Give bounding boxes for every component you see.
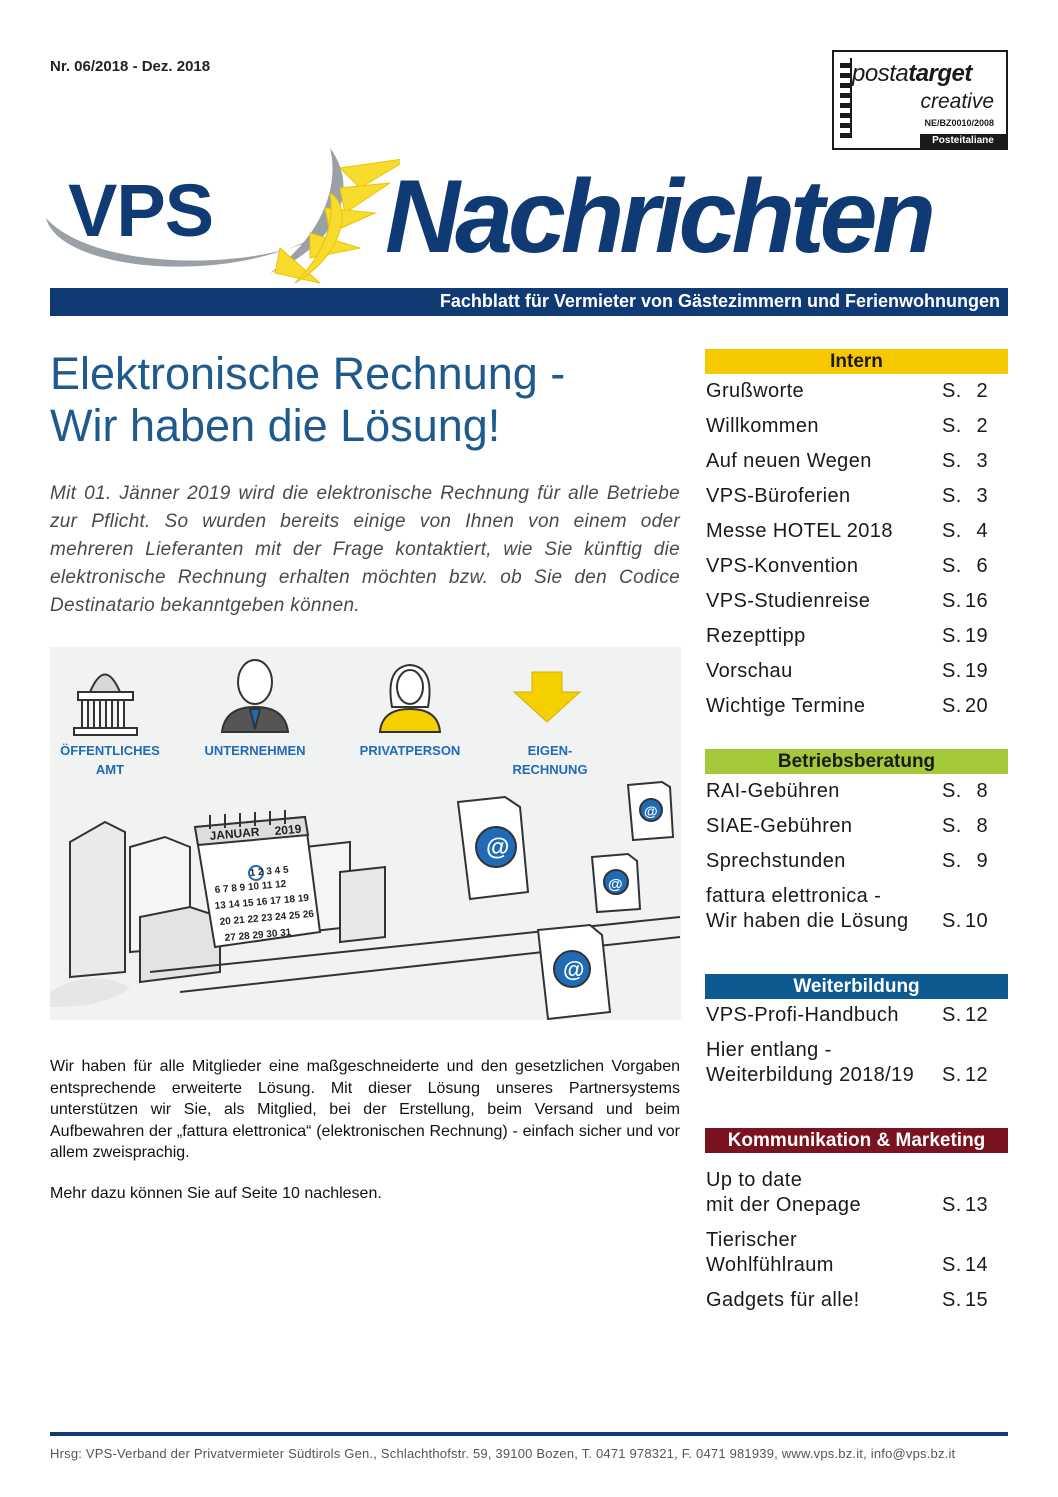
invoice-at-icon-4 [538,925,610,1019]
label-public-office-line-1: ÖFFENTLICHES [60,743,160,758]
label-public-office [50,741,170,779]
invoice-at-icon-2 [628,782,673,840]
toc-heading-weiterbildung: Weiterbildung [705,974,1008,999]
issue-number: Nr. 06/2018 - Dez. 2018 [50,58,211,75]
down-arrow-icon [514,672,580,722]
label-own-invoice-line-1: EIGEN- [527,743,573,758]
stamp-perforation [840,58,852,138]
calendar-row-5: 27 28 29 30 31 [224,927,292,944]
article-more-link: Mehr dazu können Sie auf Seite 10 nachlesen. [50,1185,382,1202]
e-invoice-illustration [50,647,681,1020]
masthead-title: Nachrichten [385,159,932,275]
svg-text:@: @ [608,876,623,893]
label-public-office-line-2: AMT [95,762,125,777]
toc-heading-intern: Intern [705,349,1008,374]
invoice-at-icon-3 [592,854,640,912]
private-person-icon [380,665,440,732]
label-own-invoice-line-2: RECHNUNG [512,762,588,777]
stamp-creative: creative [920,90,994,113]
vps-logo-text: VPS [68,169,214,252]
calendar-row-4: 20 21 22 23 24 25 26 [219,908,315,928]
postage-stamp [832,50,1008,150]
stamp-brand: postatarget [852,60,972,87]
label-own-invoice [490,741,610,779]
stamp-code: NE/BZ0010/2008 [924,118,994,128]
article-lead: Mit 01. Jänner 2019 wird die elektronische Rechnung für alle Betriebe zur Pflicht. So wurden bereits einige von Ihnen von einem oder mehreren Lieferanten mit der Frage kontaktiert, wie Sie künftig die elektronische Rechnung erhalten möchten bzw. ob Sie den Codice Destinatario bekanntgeben können. [50,483,680,616]
article-headline [50,348,690,452]
businessman-icon [222,660,288,732]
svg-text:@: @ [644,803,658,819]
calendar-year: 2019 [274,821,302,838]
government-building-icon [74,675,137,736]
svg-text:@: @ [563,957,585,982]
footer-imprint: Hrsg: VPS-Verband der Privatvermieter Südtirols Gen., Schlachthofstr. 59, 39100 Bozen, T. 0471 978321, F. 0471 981939, www.vps.bz.it, info@vps.bz.it [50,1446,956,1461]
calendar-row-2: 6 7 8 9 10 11 12 [214,878,287,896]
invoice-at-icon-1 [458,797,528,899]
headline-line-2: Wir haben die Lösung! [50,400,501,451]
toc-heading-kommunikation: Kommunikation & Marketing [705,1128,1008,1153]
article-body: Wir haben für alle Mitglieder eine maßgeschneiderte und den gesetzlichen Vorgaben entsprechende erweiterte Lösung. Mit dieser Lösung unseres Partnersystems unterstützen wir Sie, als Mitglied, bei der Erstellung, beim Versand und beim Aufbewahren der „fattura elettronica“ (elektronischen Rechnung) - einfach sicher und vor allem zweisprachig. [50,1058,680,1161]
toc-heading-betriebsberatung: Betriebsberatung [705,749,1008,774]
calendar-row-1: 1 2 3 4 5 [249,864,290,879]
label-private-person: PRIVATPERSON [359,743,461,758]
footer-rule [50,1432,1008,1436]
label-company: UNTERNEHMEN [204,743,306,758]
stamp-poste: Posteitaliane [920,134,1006,148]
calendar-row-3: 13 14 15 16 17 18 19 [214,892,310,912]
svg-text:@: @ [486,834,510,861]
tagline: Fachblatt für Vermieter von Gästezimmern und Ferienwohnungen [439,291,1000,311]
headline-line-1: Elektronische Rechnung - [50,348,566,399]
calendar-month: JANUAR [209,824,261,843]
